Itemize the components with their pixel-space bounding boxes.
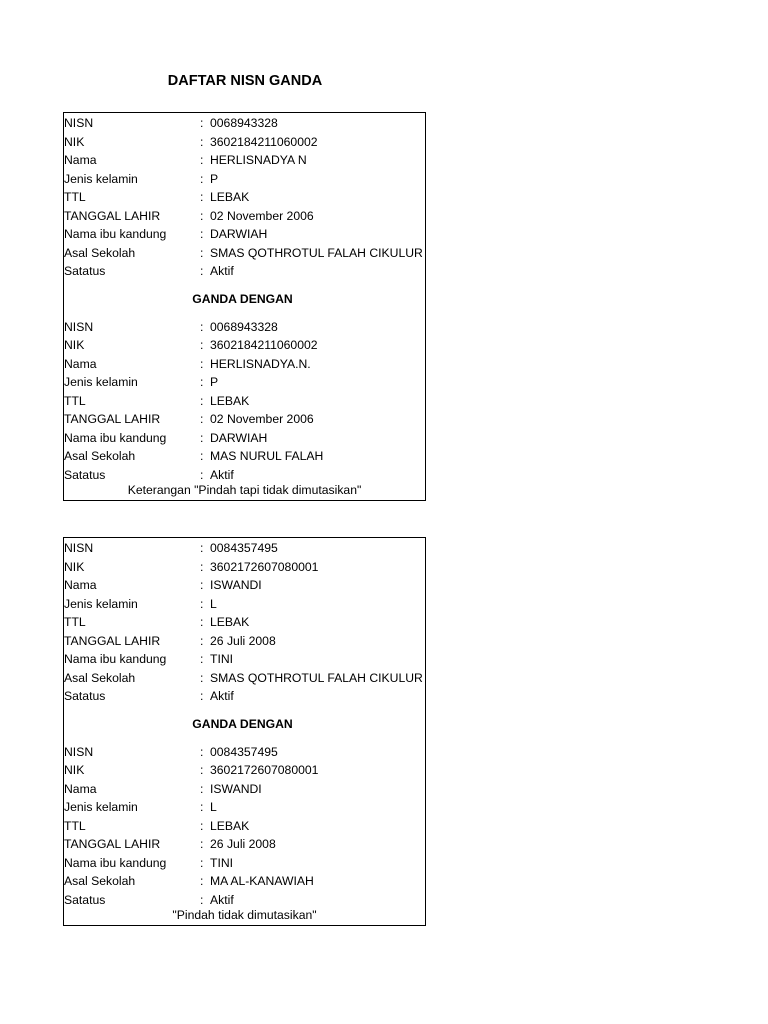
field-label: Nama ibu kandung xyxy=(64,227,167,241)
field-row-ttl xyxy=(64,613,425,632)
field-value: Aktif xyxy=(210,264,234,278)
field-value: ISWANDI xyxy=(210,781,262,796)
field-row-nama xyxy=(64,151,425,170)
field-row-status xyxy=(64,262,425,281)
field-row-nama xyxy=(64,780,425,799)
field-label: NISN xyxy=(64,319,94,334)
field-label: TTL xyxy=(64,190,86,204)
field-value: TINI xyxy=(210,652,234,666)
field-separator: : xyxy=(200,781,204,796)
field-separator: : xyxy=(200,319,204,334)
field-value: 02 November 2006 xyxy=(210,208,314,223)
field-value: MAS NURUL FALAH xyxy=(210,449,324,463)
field-separator: : xyxy=(200,134,204,149)
field-separator: : xyxy=(200,559,204,574)
field-row-nisn xyxy=(64,114,425,133)
field-value: SMAS QOTHROTUL FALAH CIKULUR xyxy=(210,245,423,260)
field-value: 26 Juli 2008 xyxy=(210,837,276,851)
field-label: Nama xyxy=(64,356,97,371)
field-label: TANGGAL LAHIR xyxy=(64,412,161,426)
ganda-dengan-heading xyxy=(64,281,425,317)
field-separator: : xyxy=(200,171,204,186)
field-label: NIK xyxy=(64,134,85,149)
field-value: Aktif xyxy=(210,467,234,482)
field-separator: : xyxy=(200,208,204,223)
field-value: TINI xyxy=(210,855,234,870)
field-separator: : xyxy=(200,264,204,278)
field-label: Jenis kelamin xyxy=(64,596,138,611)
ganda-dengan-label: GANDA DENGAN xyxy=(192,716,293,731)
field-value: 0084357495 xyxy=(210,744,278,759)
field-label: Nama xyxy=(64,578,97,592)
field-separator: : xyxy=(200,837,204,851)
field-row-nama-ibu-kandung xyxy=(64,854,425,873)
field-row-nama-ibu-kandung xyxy=(64,650,425,669)
field-row-ttl xyxy=(64,392,425,411)
field-label: TANGGAL LAHIR xyxy=(64,837,161,851)
record-note: "Pindah tidak dimutasikan" xyxy=(172,908,317,922)
field-value: L xyxy=(210,800,217,814)
field-row-asal-sekolah xyxy=(64,447,425,466)
field-value: 3602184211060002 xyxy=(210,338,318,352)
field-label: TTL xyxy=(64,818,86,833)
field-row-jenis-kelamin xyxy=(64,798,425,817)
field-value: P xyxy=(210,171,219,186)
document-title: DAFTAR NISN GANDA xyxy=(167,73,323,89)
field-label: NIK xyxy=(64,559,85,574)
primary-record xyxy=(64,538,425,706)
field-value: 3602184211060002 xyxy=(210,134,318,149)
field-separator: : xyxy=(200,338,204,352)
field-separator: : xyxy=(200,375,204,389)
field-label: Satatus xyxy=(64,892,106,907)
field-value: 0068943328 xyxy=(210,319,278,334)
field-value: DARWIAH xyxy=(210,227,268,241)
field-separator: : xyxy=(200,689,204,703)
field-separator: : xyxy=(200,578,204,592)
field-value: LEBAK xyxy=(210,818,250,833)
field-label: Asal Sekolah xyxy=(64,874,136,888)
duplicate-record xyxy=(64,317,425,485)
field-label: Satatus xyxy=(64,689,106,703)
field-value: LEBAK xyxy=(210,615,250,629)
field-label: Jenis kelamin xyxy=(64,800,138,814)
ganda-dengan-heading xyxy=(64,706,425,742)
field-row-ttl xyxy=(64,817,425,836)
field-row-ttl xyxy=(64,188,425,207)
field-row-tanggal-lahir xyxy=(64,207,425,226)
field-value: 02 November 2006 xyxy=(210,412,314,426)
field-value: ISWANDI xyxy=(210,578,262,592)
field-label: NISN xyxy=(64,744,94,759)
field-separator: : xyxy=(200,116,204,130)
field-separator: : xyxy=(200,615,204,629)
field-row-nisn xyxy=(64,743,425,762)
field-label: NISN xyxy=(64,541,94,555)
field-value: 3602172607080001 xyxy=(210,763,319,777)
field-separator: : xyxy=(200,190,204,204)
field-label: Asal Sekolah xyxy=(64,449,136,463)
field-label: Nama xyxy=(64,153,97,167)
field-row-asal-sekolah xyxy=(64,872,425,891)
field-row-nisn xyxy=(64,539,425,558)
field-value: LEBAK xyxy=(210,393,250,408)
field-label: Asal Sekolah xyxy=(64,670,136,685)
field-row-nik xyxy=(64,336,425,355)
field-row-nama-ibu-kandung xyxy=(64,429,425,448)
field-label: NIK xyxy=(64,338,85,352)
field-row-nama-ibu-kandung xyxy=(64,225,425,244)
field-value: Aktif xyxy=(210,689,234,703)
field-value: P xyxy=(210,375,219,389)
field-separator: : xyxy=(200,763,204,777)
field-label: Nama ibu kandung xyxy=(64,855,167,870)
duplicate-record-card xyxy=(63,537,426,926)
field-row-asal-sekolah xyxy=(64,244,425,263)
field-value: 0084357495 xyxy=(210,541,278,555)
field-label: Satatus xyxy=(64,467,106,482)
field-value: LEBAK xyxy=(210,190,250,204)
field-value: L xyxy=(210,596,217,611)
field-separator: : xyxy=(200,467,204,482)
duplicate-record xyxy=(64,742,425,910)
field-row-jenis-kelamin xyxy=(64,373,425,392)
primary-record xyxy=(64,113,425,281)
field-separator: : xyxy=(200,633,204,648)
field-label: TTL xyxy=(64,615,86,629)
field-separator: : xyxy=(200,430,204,445)
ganda-dengan-label: GANDA DENGAN xyxy=(192,291,293,306)
field-row-tanggal-lahir xyxy=(64,410,425,429)
field-label: TANGGAL LAHIR xyxy=(64,633,161,648)
field-separator: : xyxy=(200,541,204,555)
field-row-nik xyxy=(64,761,425,780)
field-label: TTL xyxy=(64,393,86,408)
field-separator: : xyxy=(200,800,204,814)
field-value: HERLISNADYA N xyxy=(210,153,307,167)
field-value: 3602172607080001 xyxy=(210,559,319,574)
field-label: Jenis kelamin xyxy=(64,375,138,389)
field-value: DARWIAH xyxy=(210,430,268,445)
field-row-nisn xyxy=(64,318,425,337)
field-separator: : xyxy=(200,855,204,870)
field-value: 0068943328 xyxy=(210,116,278,130)
field-separator: : xyxy=(200,245,204,260)
field-label: Nama xyxy=(64,781,97,796)
field-separator: : xyxy=(200,818,204,833)
field-label: Satatus xyxy=(64,264,106,278)
field-value: 26 Juli 2008 xyxy=(210,633,276,648)
field-label: Jenis kelamin xyxy=(64,171,138,186)
field-separator: : xyxy=(200,744,204,759)
field-row-jenis-kelamin xyxy=(64,595,425,614)
field-label: NISN xyxy=(64,116,94,130)
field-row-nik xyxy=(64,558,425,577)
field-separator: : xyxy=(200,596,204,611)
field-row-asal-sekolah xyxy=(64,669,425,688)
field-row-jenis-kelamin xyxy=(64,170,425,189)
field-value: SMAS QOTHROTUL FALAH CIKULUR xyxy=(210,670,423,685)
field-value: MA AL-KANAWIAH xyxy=(210,874,314,888)
field-row-nik xyxy=(64,133,425,152)
field-separator: : xyxy=(200,670,204,685)
field-row-nama xyxy=(64,576,425,595)
field-separator: : xyxy=(200,356,204,371)
field-label: NIK xyxy=(64,763,85,777)
field-label: Nama ibu kandung xyxy=(64,430,167,445)
field-label: TANGGAL LAHIR xyxy=(64,208,161,223)
field-separator: : xyxy=(200,874,204,888)
field-separator: : xyxy=(200,449,204,463)
record-note: Keterangan "Pindah tapi tidak dimutasikan" xyxy=(127,483,362,497)
field-label: Nama ibu kandung xyxy=(64,652,167,666)
field-separator: : xyxy=(200,393,204,408)
field-value: Aktif xyxy=(210,892,234,907)
field-separator: : xyxy=(200,412,204,426)
field-row-tanggal-lahir xyxy=(64,632,425,651)
field-separator: : xyxy=(200,227,204,241)
field-separator: : xyxy=(200,652,204,666)
field-row-tanggal-lahir xyxy=(64,835,425,854)
field-label: Asal Sekolah xyxy=(64,245,136,260)
field-row-nama xyxy=(64,355,425,374)
field-separator: : xyxy=(200,153,204,167)
field-value: HERLISNADYA.N. xyxy=(210,356,311,371)
field-separator: : xyxy=(200,892,204,907)
field-row-status xyxy=(64,687,425,706)
duplicate-record-card xyxy=(63,112,426,501)
